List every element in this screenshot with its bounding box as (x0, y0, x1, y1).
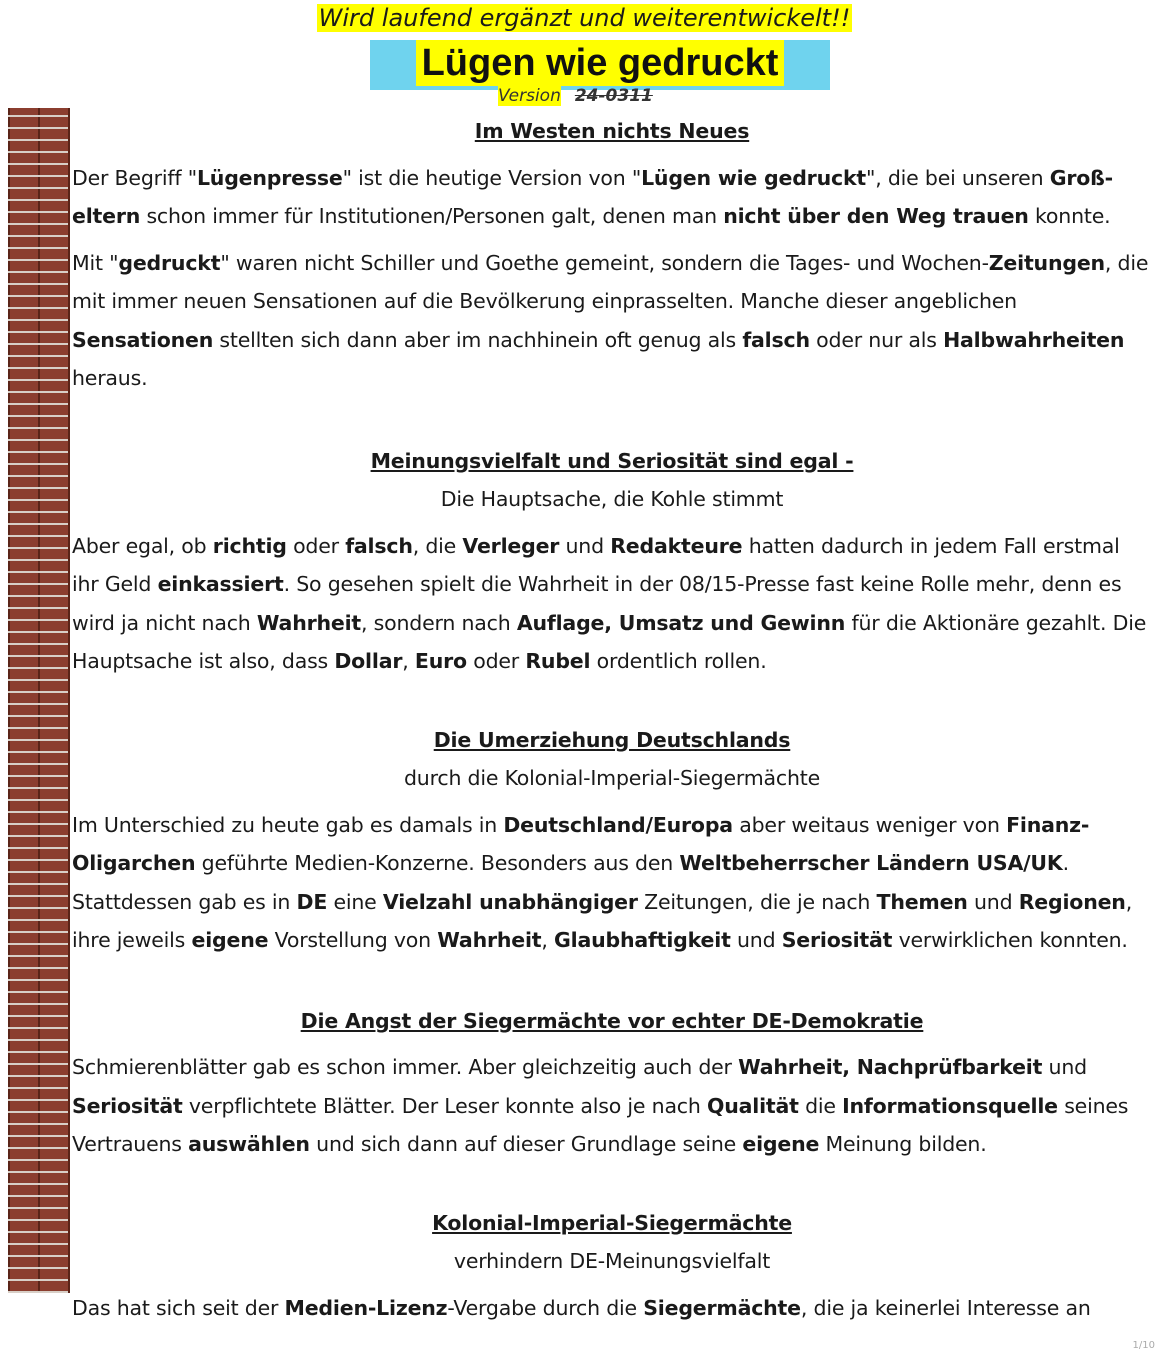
bold-text: Euro (414, 649, 467, 673)
text-run: und (967, 889, 1019, 914)
text-run: und (559, 533, 611, 558)
text-run: ordentlich rollen. (590, 649, 767, 673)
brick-wall-decoration (8, 108, 70, 1293)
bold-text: Finanz-Oligarchen (72, 812, 1090, 875)
section-heading: Meinungsvielfalt und Seriosität sind egal - (370, 448, 854, 473)
bold-text: Zeitungen (988, 250, 1105, 275)
text-run: " ist die heutige Version von " (342, 165, 642, 190)
text-run: Zeitungen, die je nach (637, 889, 877, 914)
paragraph (72, 1048, 1152, 1164)
text-run: stellten sich dann aber im nachhinein oft genug als (213, 327, 743, 352)
section-subheading: verhindern DE-Meinungsvielfalt (453, 1249, 771, 1273)
paragraph (72, 806, 1152, 960)
bold-text: Siegermächte (643, 1295, 801, 1320)
bold-text: Dollar (334, 649, 403, 673)
section-subheading: Die Hauptsache, die Kohle stimmt (440, 487, 784, 511)
bold-text: Vielzahl unabhängiger (382, 889, 638, 914)
text-run: oder nur als (809, 327, 944, 352)
text-run: , (402, 649, 415, 673)
text-run: . So gesehen spielt die Wahrheit in der 08/15-Presse fast keine Rolle mehr, denn es wird ja nicht nach (72, 572, 1122, 635)
paragraph (72, 527, 1152, 681)
text-run: ", die bei unseren (865, 165, 1050, 190)
bold-text: Lügenpresse (196, 165, 343, 190)
text-run: -Vergabe durch die (447, 1295, 644, 1320)
bold-text: Rubel (525, 649, 591, 673)
bold-text: Lügen wie gedruckt (641, 165, 866, 190)
text-run: " waren nicht Schiller und Goethe gemeint, sondern die Tages- und Wochen- (220, 250, 989, 275)
update-note-text: Wird laufend ergänzt und weiterentwickelt!! (318, 4, 851, 32)
text-run: aber weitaus weniger von (732, 812, 1007, 837)
text-run: Aber egal, ob (72, 533, 213, 558)
bold-text: Seriosität (72, 1093, 183, 1118)
text-run: hatten dadurch in jedem Fall erstmal ihr Geld (72, 533, 1120, 596)
bold-text: Wahrheit (256, 610, 362, 635)
text-run: und (1042, 1055, 1087, 1079)
bold-text: auswählen (188, 1132, 310, 1156)
section-heading: Im Westen nichts Neues (474, 119, 750, 143)
bold-text: falsch (345, 533, 413, 558)
text-run: eine (327, 889, 383, 914)
bold-text: Wahrheit, Nachprüfbarkeit (738, 1055, 1043, 1079)
section-heading: Die Angst der Siegermächte vor echter DE-Demokratie (300, 1008, 924, 1033)
text-run: . Stattdessen gab es in (72, 851, 1069, 914)
text-run: konnte. (1028, 204, 1111, 228)
bold-text: nicht über den Weg trauen (723, 204, 1029, 228)
bold-text: eigene (191, 928, 269, 952)
bold-text: Wahrheit (437, 928, 542, 952)
version-number: 24-0311 (574, 86, 653, 106)
bold-text: Groß-eltern (72, 165, 1113, 228)
page-title: Lügen wie gedruckt (416, 40, 785, 86)
text-run: , sondern nach (361, 610, 517, 635)
text-run: und (730, 928, 782, 952)
text-run: verwirklichen konnten. (892, 928, 1128, 952)
bold-text: Informationsquelle (842, 1093, 1058, 1118)
paragraph (72, 244, 1152, 398)
text-run: Vorstellung von (268, 928, 438, 952)
section-heading: Die Umerziehung Deutschlands (433, 727, 791, 752)
section-subheading: durch die Kolonial-Imperial-Siegermächte (403, 766, 821, 790)
bold-text: DE (296, 889, 328, 914)
text-run: oder (286, 533, 346, 558)
text-run: , die ja keinerlei Interesse an (800, 1295, 1091, 1320)
bold-text: Glaubhaftigkeit (554, 928, 731, 952)
section-heading: Kolonial-Imperial-Siegermächte (432, 1210, 792, 1235)
text-run: Im Unterschied zu heute gab es damals in (72, 812, 504, 837)
bold-text: Weltbeherrscher Ländern USA/UK (679, 851, 1063, 875)
paragraph (72, 1289, 1152, 1328)
text-run: , die mit immer neuen Sensationen auf die Bevölkerung einprasselten. Manche dieser angeblichen (72, 250, 1149, 313)
text-run: schon immer für Institutionen/Personen galt, denen man (140, 204, 724, 228)
bold-text: Medien-Lizenz (284, 1295, 448, 1320)
text-run: oder (466, 649, 526, 673)
bold-text: Redakteure (610, 533, 743, 558)
bold-text: gedruckt (118, 250, 221, 275)
text-run: Das hat sich seit der (72, 1295, 285, 1320)
version-line (498, 86, 653, 106)
title-banner (370, 40, 830, 90)
text-run: geführte Medien-Konzerne. Besonders aus den (195, 851, 680, 875)
text-run: , ihre jeweils (72, 889, 1133, 952)
bold-text: falsch (742, 327, 810, 352)
text-run: , die (412, 533, 463, 558)
bold-text: Seriosität (781, 928, 893, 952)
bold-text: Halbwahrheiten (943, 327, 1125, 352)
bold-text: einkassiert (157, 572, 284, 596)
page-number: 1/10 (1132, 1340, 1155, 1351)
text-run: seines Vertrauens (72, 1093, 1129, 1156)
bold-text: eigene (742, 1132, 820, 1156)
text-run: heraus. (72, 366, 148, 390)
text-run: die (798, 1093, 843, 1118)
text-run: für die Aktionäre gezahlt. Die Hauptsache ist also, dass (72, 610, 1147, 673)
bold-text: Auflage, Umsatz und Gewinn (516, 610, 846, 635)
text-run: Schmierenblätter gab es schon immer. Aber gleichzeitig auch der (72, 1055, 739, 1079)
update-note (0, 4, 1169, 32)
bold-text: Sensationen (72, 327, 214, 352)
bold-text: Verleger (462, 533, 560, 558)
paragraph (72, 159, 1152, 236)
text-run: , (541, 928, 555, 952)
text-run: Meinung bilden. (819, 1132, 987, 1156)
bold-text: Regionen (1018, 889, 1126, 914)
bold-text: Qualität (707, 1093, 799, 1118)
text-run: Der Begriff " (72, 165, 197, 190)
text-run: und sich dann auf dieser Grundlage seine (309, 1132, 743, 1156)
bold-text: Deutschland/Europa (503, 812, 733, 837)
text-run: verpflichtete Blätter. Der Leser konnte also je nach (182, 1093, 707, 1118)
version-label: Version (498, 86, 561, 106)
bold-text: Themen (876, 889, 968, 914)
bold-text: richtig (212, 533, 287, 558)
article-body (72, 112, 1152, 1335)
text-run: Mit " (72, 250, 119, 275)
